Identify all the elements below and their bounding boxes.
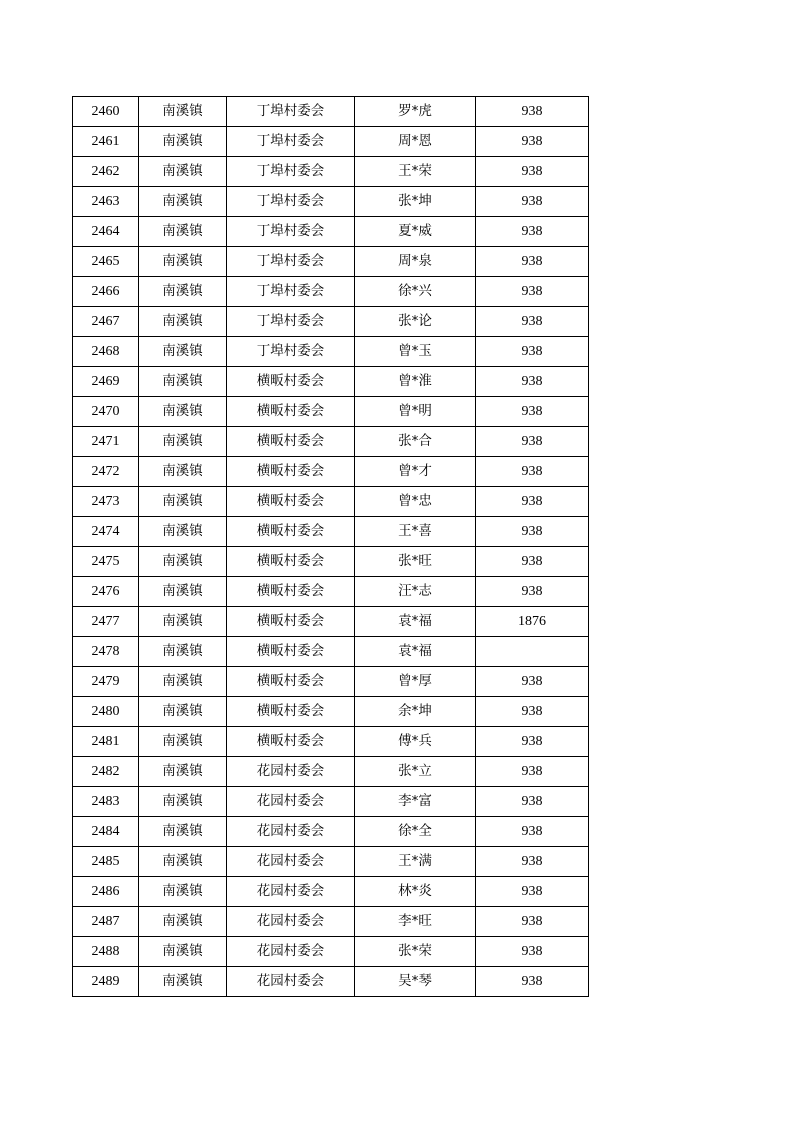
person-name-cell: 曾*淮 [355,367,476,397]
village-cell: 横畈村委会 [227,397,355,427]
amount-cell: 938 [476,547,589,577]
person-name-cell: 周*恩 [355,127,476,157]
town-cell: 南溪镇 [139,577,227,607]
row-number-cell: 2485 [73,847,139,877]
amount-cell: 938 [476,577,589,607]
amount-cell: 938 [476,97,589,127]
person-name-cell: 袁*福 [355,637,476,667]
table-row [73,457,589,487]
row-number-cell: 2477 [73,607,139,637]
amount-cell: 938 [476,847,589,877]
roster-body [73,97,589,997]
village-cell: 花园村委会 [227,757,355,787]
table-row [73,967,589,997]
row-number-cell: 2478 [73,637,139,667]
town-cell: 南溪镇 [139,247,227,277]
row-number-cell: 2480 [73,697,139,727]
person-name-cell: 李*富 [355,787,476,817]
town-cell: 南溪镇 [139,457,227,487]
town-cell: 南溪镇 [139,277,227,307]
row-number-cell: 2475 [73,547,139,577]
row-number-cell: 2470 [73,397,139,427]
village-cell: 花园村委会 [227,847,355,877]
amount-cell: 938 [476,487,589,517]
town-cell: 南溪镇 [139,217,227,247]
person-name-cell: 王*满 [355,847,476,877]
amount-cell: 938 [476,427,589,457]
person-name-cell: 周*泉 [355,247,476,277]
table-row [73,247,589,277]
village-cell: 丁埠村委会 [227,127,355,157]
person-name-cell: 王*喜 [355,517,476,547]
table-row [73,637,589,667]
village-cell: 花园村委会 [227,937,355,967]
table-row [73,667,589,697]
table-row [73,577,589,607]
amount-cell: 938 [476,787,589,817]
town-cell: 南溪镇 [139,757,227,787]
table-row [73,937,589,967]
person-name-cell: 徐*全 [355,817,476,847]
town-cell: 南溪镇 [139,127,227,157]
town-cell: 南溪镇 [139,787,227,817]
row-number-cell: 2473 [73,487,139,517]
village-cell: 横畈村委会 [227,577,355,607]
amount-cell: 938 [476,817,589,847]
amount-cell: 938 [476,667,589,697]
town-cell: 南溪镇 [139,427,227,457]
town-cell: 南溪镇 [139,517,227,547]
amount-cell: 938 [476,937,589,967]
person-name-cell: 夏*威 [355,217,476,247]
table-row [73,487,589,517]
town-cell: 南溪镇 [139,937,227,967]
person-name-cell: 吴*琴 [355,967,476,997]
town-cell: 南溪镇 [139,337,227,367]
table-row [73,817,589,847]
row-number-cell: 2462 [73,157,139,187]
amount-cell: 938 [476,907,589,937]
row-number-cell: 2466 [73,277,139,307]
town-cell: 南溪镇 [139,967,227,997]
amount-cell: 938 [476,727,589,757]
amount-cell: 938 [476,127,589,157]
row-number-cell: 2483 [73,787,139,817]
town-cell: 南溪镇 [139,607,227,637]
table-row [73,397,589,427]
town-cell: 南溪镇 [139,667,227,697]
table-row [73,277,589,307]
table-row [73,757,589,787]
town-cell: 南溪镇 [139,817,227,847]
row-number-cell: 2481 [73,727,139,757]
amount-cell: 938 [476,457,589,487]
row-number-cell: 2461 [73,127,139,157]
village-cell: 花园村委会 [227,967,355,997]
village-cell: 丁埠村委会 [227,247,355,277]
village-cell: 丁埠村委会 [227,277,355,307]
row-number-cell: 2467 [73,307,139,337]
amount-cell: 938 [476,187,589,217]
table-row [73,607,589,637]
person-name-cell: 张*论 [355,307,476,337]
table-row [73,727,589,757]
table-row [73,187,589,217]
village-cell: 横畈村委会 [227,697,355,727]
village-cell: 丁埠村委会 [227,157,355,187]
row-number-cell: 2486 [73,877,139,907]
person-name-cell: 傅*兵 [355,727,476,757]
row-number-cell: 2488 [73,937,139,967]
town-cell: 南溪镇 [139,697,227,727]
amount-cell: 938 [476,877,589,907]
village-cell: 横畈村委会 [227,727,355,757]
town-cell: 南溪镇 [139,877,227,907]
person-name-cell: 李*旺 [355,907,476,937]
village-cell: 横畈村委会 [227,457,355,487]
town-cell: 南溪镇 [139,727,227,757]
person-name-cell: 余*坤 [355,697,476,727]
town-cell: 南溪镇 [139,907,227,937]
village-cell: 丁埠村委会 [227,187,355,217]
village-cell: 横畈村委会 [227,517,355,547]
person-name-cell: 罗*虎 [355,97,476,127]
person-name-cell: 徐*兴 [355,277,476,307]
row-number-cell: 2463 [73,187,139,217]
village-cell: 丁埠村委会 [227,307,355,337]
amount-cell: 938 [476,277,589,307]
table-row [73,307,589,337]
row-number-cell: 2471 [73,427,139,457]
amount-cell: 938 [476,757,589,787]
person-name-cell: 张*旺 [355,547,476,577]
row-number-cell: 2489 [73,967,139,997]
table-row [73,97,589,127]
amount-cell: 938 [476,157,589,187]
town-cell: 南溪镇 [139,637,227,667]
town-cell: 南溪镇 [139,307,227,337]
table-row [73,367,589,397]
village-cell: 丁埠村委会 [227,217,355,247]
person-name-cell: 曾*玉 [355,337,476,367]
person-name-cell: 曾*明 [355,397,476,427]
row-number-cell: 2484 [73,817,139,847]
table-row [73,907,589,937]
person-name-cell: 张*坤 [355,187,476,217]
amount-cell: 938 [476,697,589,727]
village-cell: 花园村委会 [227,817,355,847]
person-name-cell: 曾*才 [355,457,476,487]
village-cell: 横畈村委会 [227,607,355,637]
amount-cell: 938 [476,337,589,367]
table-row [73,847,589,877]
village-cell: 横畈村委会 [227,637,355,667]
person-name-cell: 曾*忠 [355,487,476,517]
amount-cell: 938 [476,247,589,277]
row-number-cell: 2468 [73,337,139,367]
row-number-cell: 2469 [73,367,139,397]
village-cell: 横畈村委会 [227,427,355,457]
person-name-cell: 曾*厚 [355,667,476,697]
town-cell: 南溪镇 [139,397,227,427]
village-cell: 花园村委会 [227,907,355,937]
person-name-cell: 汪*志 [355,577,476,607]
row-number-cell: 2474 [73,517,139,547]
amount-cell: 1876 [476,607,589,637]
person-name-cell: 王*荣 [355,157,476,187]
village-cell: 横畈村委会 [227,487,355,517]
row-number-cell: 2465 [73,247,139,277]
row-number-cell: 2460 [73,97,139,127]
table-row [73,877,589,907]
amount-cell: 938 [476,217,589,247]
village-cell: 横畈村委会 [227,367,355,397]
table-row [73,337,589,367]
table-row [73,157,589,187]
amount-cell: 938 [476,967,589,997]
village-cell: 丁埠村委会 [227,97,355,127]
town-cell: 南溪镇 [139,847,227,877]
town-cell: 南溪镇 [139,547,227,577]
row-number-cell: 2482 [73,757,139,787]
table-row [73,427,589,457]
village-cell: 丁埠村委会 [227,337,355,367]
village-cell: 花园村委会 [227,877,355,907]
person-name-cell: 袁*福 [355,607,476,637]
amount-cell: 938 [476,367,589,397]
village-cell: 横畈村委会 [227,667,355,697]
amount-cell [476,637,589,667]
table-row [73,217,589,247]
town-cell: 南溪镇 [139,157,227,187]
town-cell: 南溪镇 [139,187,227,217]
village-cell: 花园村委会 [227,787,355,817]
row-number-cell: 2479 [73,667,139,697]
person-name-cell: 林*炎 [355,877,476,907]
table-row [73,517,589,547]
amount-cell: 938 [476,307,589,337]
town-cell: 南溪镇 [139,97,227,127]
table-row [73,547,589,577]
amount-cell: 938 [476,517,589,547]
row-number-cell: 2464 [73,217,139,247]
table-row [73,697,589,727]
town-cell: 南溪镇 [139,487,227,517]
row-number-cell: 2476 [73,577,139,607]
row-number-cell: 2487 [73,907,139,937]
village-cell: 横畈村委会 [227,547,355,577]
subsidy-roster-table [72,96,589,997]
person-name-cell: 张*荣 [355,937,476,967]
person-name-cell: 张*合 [355,427,476,457]
table-row [73,127,589,157]
table-row [73,787,589,817]
amount-cell: 938 [476,397,589,427]
person-name-cell: 张*立 [355,757,476,787]
row-number-cell: 2472 [73,457,139,487]
town-cell: 南溪镇 [139,367,227,397]
